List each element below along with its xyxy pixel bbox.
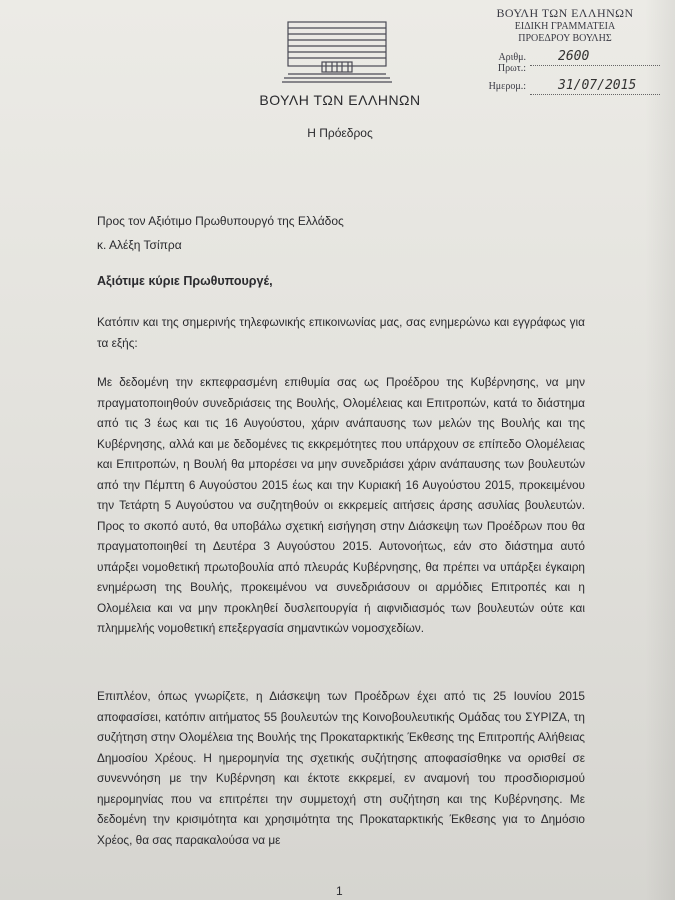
recipient-line-2: κ. Αλέξη Τσίπρα <box>97 238 182 252</box>
body-paragraph-2: Με δεδομένη την εκπεφρασμένη επιθυμία σας ως Προέδρου της Κυβέρνησης, να μην πραγματοποιηθούν συνεδριάσεις της Βουλής, Ολομέλειας και Επιτροπών, κατά το διάστημα από τις 3 έως και τις 16 Αυγούστου, χάριν ανάπαυσης των μελών της Βουλής και της Κυβέρνησης, αλλά και με δεδομένες τις εκκρεμότητες που υπάρχουν σε επίπεδο Ολομέλειας και Επιτροπών, η Βουλή θα μπορέσει να μην συνεδριάσει χάριν ανάπαυσης των βουλευτών από την Πέμπτη 6 Αυγούστου 2015 έως και την Κυριακή 16 Αυγούστου 2015, προκειμένου την Τετάρτη 5 Αυγούστου να συζητηθούν οι εκκρεμείς αιτήσεις άρσης ασυλίας βουλευτών. Προς το σκοπό αυτό, θα υποβάλω σχετική εισήγηση στην Διάσκεψη των Προέδρων που θα πραγματοποιηθεί τη Δευτέρα 3 Αυγούστου 2015. Αυτονοήτως, εάν στο διάστημα αυτό υπάρξει νομοθετική πρωτοβουλία από πλευράς Κυβέρνησης, θα πρέπει να υπάρξει έγκαιρη ενημέρωση της Βουλής, προκειμένου να συνεδριάσουν οι αρμόδιες Επιτροπές και η Ολομέλεια και να μην προκληθεί δυσλειτουργία ή αιφνιδιασμός των βουλευτών ούτε και πλημμελής νομοθετική επεξεργασία σημαντικών νομοσχεδίων. <box>97 375 585 635</box>
sender-role: Η Πρόεδρος <box>307 126 373 140</box>
organization-name: ΒΟΥΛΗ ΤΩΝ ΕΛΛΗΝΩΝ <box>259 92 421 108</box>
salutation: Αξιότιμε κύριε Πρωθυπουργέ, <box>97 274 273 288</box>
protocol-number: 2600 <box>530 51 660 66</box>
parliament-building-icon <box>282 18 392 90</box>
page-shadow <box>645 0 675 900</box>
recipient-block <box>97 209 344 257</box>
stamp-line-1: ΒΟΥΛΗ ΤΩΝ ΕΛΛΗΝΩΝ <box>496 6 634 20</box>
protocol-stamp <box>470 6 660 95</box>
stamp-line-3: ΠΡΟΕΔΡΟΥ ΒΟΥΛΗΣ <box>518 33 612 44</box>
stamp-protocol-row <box>470 51 660 74</box>
page-number: 1 <box>336 884 343 898</box>
date-label: Ημερομ.: <box>488 81 526 92</box>
body-paragraph-1: Κατόπιν και της σημερινής τηλεφωνικής επικοινωνίας μας, σας ενημερώνω και εγγράφως για τα εξής: <box>97 315 585 350</box>
date-value: 31/07/2015 <box>530 80 660 95</box>
protocol-label: Αριθμ. Πρωτ.: <box>497 52 526 74</box>
recipient-line-1: Προς τον Αξιότιμο Πρωθυπουργό της Ελλάδος <box>97 214 344 228</box>
stamp-line-2: ΕΙΔΙΚΗ ΓΡΑΜΜΑΤΕΙΑ <box>514 21 616 32</box>
body-paragraph-3: Επιπλέον, όπως γνωρίζετε, η Διάσκεψη των Προέδρων έχει από τις 25 Ιουνίου 2015 αποφασίσει, κατόπιν αιτήματος 55 βουλευτών της Κοινοβουλευτικής Ομάδας του ΣΥΡΙΖΑ, τη συζήτηση στην Ολομέλεια της Βουλής της Προκαταρκτικής Έκθεσης της Επιτροπής Αλήθειας Δημοσίου Χρέους. Η ημερομηνία της σχετικής συζήτησης αποφασίσθηκε να ορισθεί σε συνεννόηση με την Κυβέρνηση και έκτοτε εκκρεμεί, εν αναμονή του προσδιορισμού ημερομηνίας που να επιτρέπει την συμμετοχή στη συζήτηση και της Κυβέρνησης. Με δεδομένη την κρισιμότητα και χρησιμότητα της Προκαταρκτικής Έκθεσης για το Δημόσιο Χρέος, θα σας παρακαλούσα να με <box>97 689 585 847</box>
stamp-date-row <box>470 80 660 95</box>
